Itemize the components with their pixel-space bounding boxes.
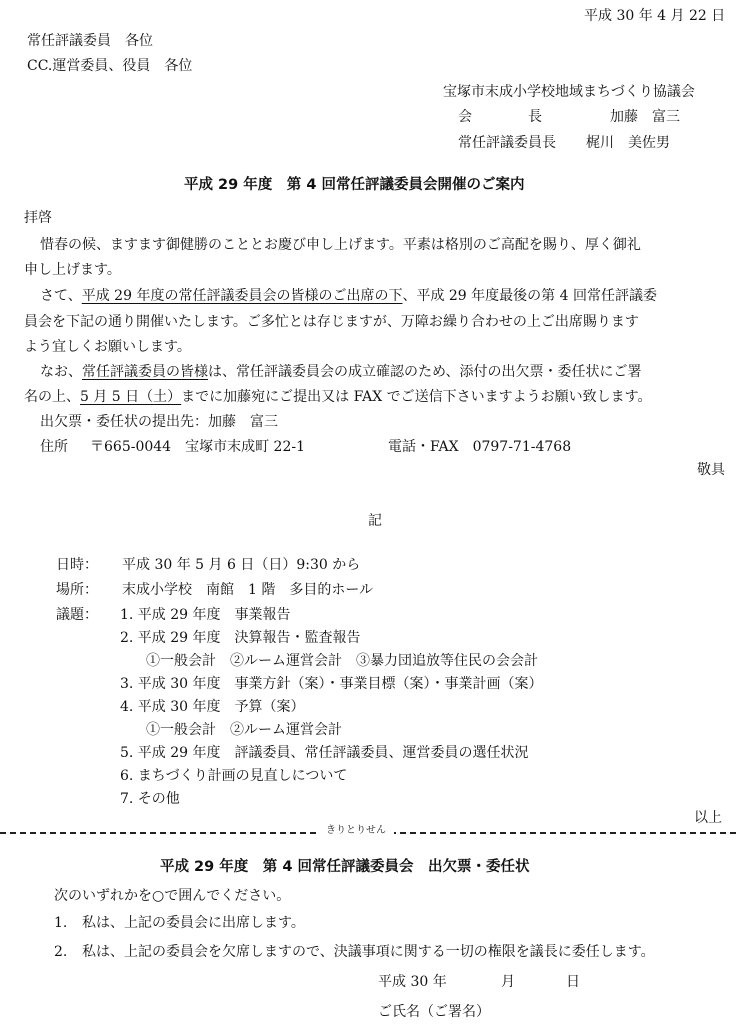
paragraph-1-line-2: 申し上げます。 — [24, 262, 121, 278]
agenda-item: 4. 平成 30 年度 予算（案） — [120, 699, 305, 715]
recipient-line-2: CC.運営委員、役員 各位 — [27, 58, 193, 74]
place-label: 場所： — [56, 582, 98, 598]
form-date-day: 日 — [566, 974, 580, 990]
text-span: 、平成 29 年度最後の第 4 回常任評議委 — [402, 288, 657, 304]
submission-destination: 出欠票・委任状の提出先：加藤 富三 — [40, 414, 278, 430]
sender-role-1: 会 長 — [458, 109, 542, 125]
text-span: 名の上、 — [24, 389, 80, 405]
sender-org: 宝塚市末成小学校地域まちづくり協議会 — [443, 84, 695, 100]
underlined-deadline: 5 月 5 日（土） — [80, 389, 182, 405]
phone-fax: 電話・FAX 0797-71-4768 — [388, 439, 572, 455]
text-span: までに加藤宛にご提出又は FAX でご送信下さいますようお願い致します。 — [181, 389, 652, 405]
meeting-place: 末成小学校 南館 1 階 多目的ホール — [122, 582, 374, 598]
form-instruction: 次のいずれかを○で囲んでください。 — [54, 888, 291, 904]
letter-date: 平成 30 年 4 月 22 日 — [584, 8, 726, 24]
cut-line-label: きりとりせん — [318, 824, 394, 838]
address: 〒665-0044 宝塚市末成町 22-1 — [90, 439, 305, 455]
agenda-subitem: ①一般会計 ②ルーム運営会計 — [146, 722, 342, 738]
salutation: 拝啓 — [24, 210, 52, 226]
agenda-label: 議題： — [56, 607, 98, 623]
agenda-item: 7. その他 — [120, 791, 180, 807]
text-span: は、常任評議委員会の成立確認のため、添付の出欠票・委任状にご署 — [208, 364, 642, 380]
form-date-month: 月 — [501, 974, 515, 990]
agenda-subitem: ①一般会計 ②ルーム運営会計 ③暴力団追放等住民の会会計 — [146, 653, 538, 669]
option-2-number[interactable]: 2. — [54, 944, 68, 960]
option-1-attend[interactable]: 私は、上記の委員会に出席します。 — [82, 915, 305, 931]
end-mark: 以上 — [694, 810, 722, 826]
paragraph-2-line-1 — [40, 286, 657, 306]
date-label: 日時： — [56, 557, 98, 573]
underlined-text: 平成 29 年度の常任評議委員会の皆様のご出席の下 — [81, 288, 403, 304]
agenda-item: 2. 平成 29 年度 決算報告・監査報告 — [120, 630, 361, 646]
form-date-year: 平成 30 年 — [378, 974, 447, 990]
agenda-item: 5. 平成 29 年度 評議委員、常任評議委員、運営委員の選任状況 — [120, 745, 529, 761]
paragraph-3-line-2 — [24, 387, 652, 407]
option-1-number[interactable]: 1. — [54, 915, 68, 931]
underlined-text: 常任評議委員の皆様 — [82, 364, 208, 380]
meeting-date: 平成 30 年 5 月 6 日（日）9:30 から — [122, 557, 361, 573]
text-span: さて、 — [40, 288, 82, 304]
document-title: 平成 29 年度 第 4 回常任評議委員会開催のご案内 — [184, 177, 525, 193]
sender-role-2: 常任評議委員長 — [458, 135, 556, 151]
option-2-proxy[interactable]: 私は、上記の委員会を欠席しますので、決議事項に関する一切の権限を議長に委任します。 — [82, 944, 655, 960]
paragraph-2-line-2: 員会を下記の通り開催いたします。ご多忙とは存じますが、万障お繰り合わせの上ご出席賜ります — [24, 314, 639, 330]
agenda-item: 6. まちづくり計画の見直しについて — [120, 768, 348, 784]
signature-label: ご氏名（ご署名） — [378, 1004, 490, 1020]
address-label: 住所 — [40, 439, 68, 455]
paragraph-2-line-3: よう宜しくお願いします。 — [24, 339, 191, 355]
paragraph-1-line-1: 惜春の候、ますます御健勝のこととお慶び申し上げます。平素は格別のご高配を賜り、厚く御礼 — [40, 237, 641, 253]
sender-name-1: 加藤 富三 — [610, 109, 680, 125]
paragraph-3-line-1 — [40, 362, 641, 382]
recipient-line-1: 常任評議委員 各位 — [27, 33, 153, 49]
ki-heading: 記 — [368, 513, 382, 529]
text-span: なお、 — [40, 364, 82, 380]
closing-word: 敬具 — [697, 462, 725, 478]
agenda-item: 3. 平成 30 年度 事業方針（案）・事業目標（案）・事業計画（案） — [120, 676, 543, 692]
sender-name-2: 梶川 美佐男 — [586, 135, 670, 151]
agenda-item: 1. 平成 29 年度 事業報告 — [120, 607, 291, 623]
form-title: 平成 29 年度 第 4 回常任評議委員会 出欠票・委任状 — [160, 859, 530, 875]
